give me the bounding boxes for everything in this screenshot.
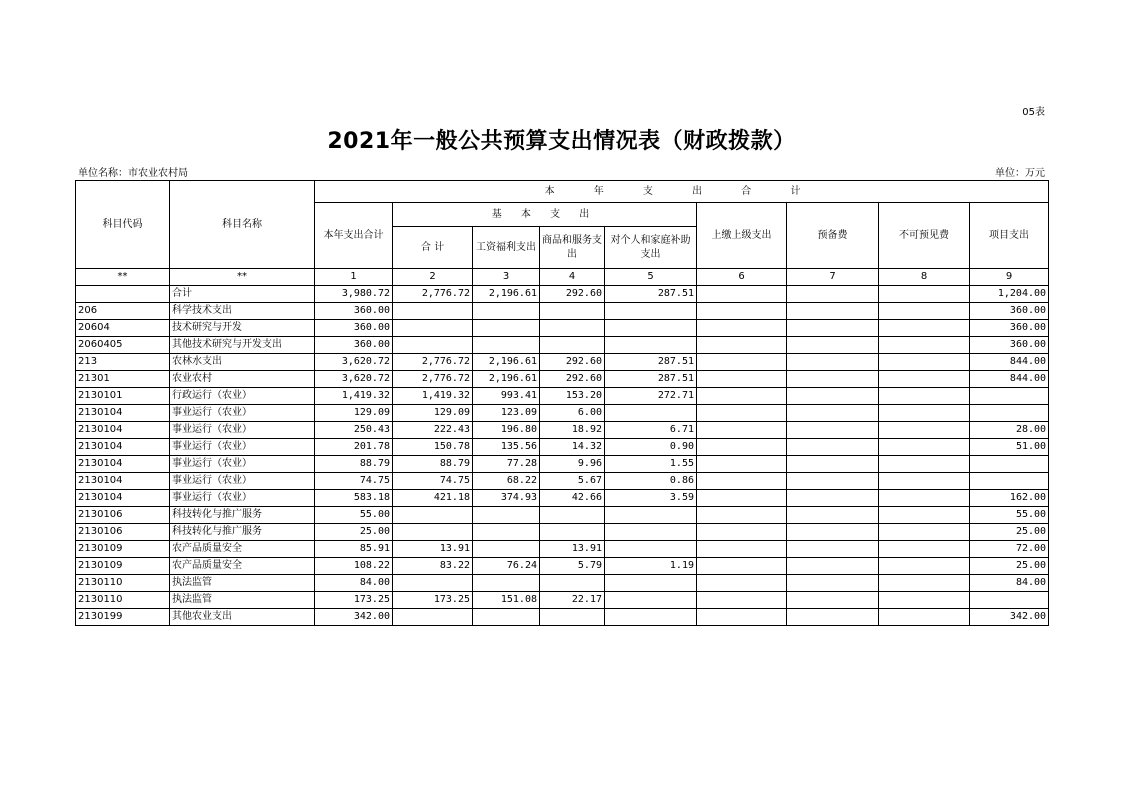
- budget-table: [75, 180, 1049, 626]
- currency-unit: 单位：万元: [995, 168, 1045, 179]
- header-goods: 商品和服务支出: [540, 227, 605, 269]
- goods-cell: [540, 303, 605, 320]
- unforeseen-cell: [879, 354, 970, 371]
- table-row: [76, 337, 1049, 354]
- upper-cell: [697, 303, 787, 320]
- subject-code-cell: 2130110: [76, 575, 170, 592]
- header-subject-name: 科目名称: [170, 181, 315, 269]
- salary-cell: [473, 320, 540, 337]
- subject-name-cell: 合计: [170, 286, 315, 303]
- goods-cell: 153.20: [540, 388, 605, 405]
- subject-name-cell: 农产品质量安全: [170, 558, 315, 575]
- salary-cell: 374.93: [473, 490, 540, 507]
- basic-sum-cell: 13.91: [393, 541, 473, 558]
- annual-total-cell: 360.00: [315, 337, 393, 354]
- annual-total-cell: 108.22: [315, 558, 393, 575]
- salary-cell: [473, 303, 540, 320]
- goods-cell: 5.67: [540, 473, 605, 490]
- header-number-cell: 7: [787, 269, 879, 286]
- goods-cell: 292.60: [540, 354, 605, 371]
- basic-sum-cell: 83.22: [393, 558, 473, 575]
- personal-cell: 6.71: [605, 422, 697, 439]
- subject-code-cell: 2130109: [76, 558, 170, 575]
- annual-total-cell: 360.00: [315, 303, 393, 320]
- project-cell: [970, 405, 1049, 422]
- table-row: [76, 388, 1049, 405]
- header-annual-total: 本年支出合计: [315, 203, 393, 269]
- salary-cell: 196.80: [473, 422, 540, 439]
- reserve-cell: [787, 320, 879, 337]
- goods-cell: 13.91: [540, 541, 605, 558]
- upper-cell: [697, 405, 787, 422]
- salary-cell: [473, 524, 540, 541]
- table-row: [76, 541, 1049, 558]
- salary-cell: 76.24: [473, 558, 540, 575]
- personal-cell: 287.51: [605, 371, 697, 388]
- salary-cell: 77.28: [473, 456, 540, 473]
- goods-cell: [540, 320, 605, 337]
- project-cell: [970, 473, 1049, 490]
- table-row: [76, 473, 1049, 490]
- goods-cell: 14.32: [540, 439, 605, 456]
- subject-code-cell: 2130101: [76, 388, 170, 405]
- personal-cell: [605, 575, 697, 592]
- unforeseen-cell: [879, 286, 970, 303]
- header-number-cell: 9: [970, 269, 1049, 286]
- upper-cell: [697, 320, 787, 337]
- basic-sum-cell: 129.09: [393, 405, 473, 422]
- header-number-cell: 5: [605, 269, 697, 286]
- basic-sum-cell: 421.18: [393, 490, 473, 507]
- table-row: [76, 354, 1049, 371]
- unforeseen-cell: [879, 524, 970, 541]
- unforeseen-cell: [879, 558, 970, 575]
- table-row: [76, 371, 1049, 388]
- subject-name-cell: 技术研究与开发: [170, 320, 315, 337]
- basic-sum-cell: 2,776.72: [393, 354, 473, 371]
- reserve-cell: [787, 439, 879, 456]
- annual-total-cell: 88.79: [315, 456, 393, 473]
- goods-cell: 6.00: [540, 405, 605, 422]
- salary-cell: [473, 507, 540, 524]
- table-row: [76, 456, 1049, 473]
- goods-cell: 42.66: [540, 490, 605, 507]
- salary-cell: 2,196.61: [473, 286, 540, 303]
- header-number-row: [76, 269, 1049, 286]
- subject-code-cell: 20604: [76, 320, 170, 337]
- salary-cell: [473, 575, 540, 592]
- salary-cell: 2,196.61: [473, 371, 540, 388]
- annual-total-cell: 201.78: [315, 439, 393, 456]
- upper-cell: [697, 575, 787, 592]
- unforeseen-cell: [879, 439, 970, 456]
- project-cell: 25.00: [970, 524, 1049, 541]
- subject-name-cell: 科技转化与推广服务: [170, 507, 315, 524]
- annual-total-cell: 3,620.72: [315, 354, 393, 371]
- reserve-cell: [787, 286, 879, 303]
- personal-cell: [605, 541, 697, 558]
- unforeseen-cell: [879, 405, 970, 422]
- personal-cell: 0.86: [605, 473, 697, 490]
- unforeseen-cell: [879, 609, 970, 626]
- salary-cell: 993.41: [473, 388, 540, 405]
- annual-total-cell: 3,980.72: [315, 286, 393, 303]
- reserve-cell: [787, 354, 879, 371]
- header-number-cell: 8: [879, 269, 970, 286]
- upper-cell: [697, 507, 787, 524]
- goods-cell: 5.79: [540, 558, 605, 575]
- reserve-cell: [787, 575, 879, 592]
- annual-total-cell: 55.00: [315, 507, 393, 524]
- annual-total-cell: 1,419.32: [315, 388, 393, 405]
- subject-code-cell: 2130104: [76, 473, 170, 490]
- upper-cell: [697, 490, 787, 507]
- annual-total-cell: 173.25: [315, 592, 393, 609]
- subject-name-cell: 其他技术研究与开发支出: [170, 337, 315, 354]
- personal-cell: 1.55: [605, 456, 697, 473]
- personal-cell: [605, 405, 697, 422]
- reserve-cell: [787, 405, 879, 422]
- goods-cell: [540, 575, 605, 592]
- subject-name-cell: 事业运行（农业）: [170, 490, 315, 507]
- subject-name-cell: 行政运行（农业）: [170, 388, 315, 405]
- project-cell: 51.00: [970, 439, 1049, 456]
- upper-cell: [697, 354, 787, 371]
- project-cell: 25.00: [970, 558, 1049, 575]
- header-number-cell: 6: [697, 269, 787, 286]
- subject-code-cell: 2130110: [76, 592, 170, 609]
- salary-cell: [473, 541, 540, 558]
- table-number: 05表: [1022, 107, 1045, 118]
- reserve-cell: [787, 337, 879, 354]
- goods-cell: 22.17: [540, 592, 605, 609]
- basic-sum-cell: [393, 337, 473, 354]
- salary-cell: 68.22: [473, 473, 540, 490]
- header-basic-group: 基 本 支 出: [393, 203, 697, 227]
- reserve-cell: [787, 456, 879, 473]
- subject-name-cell: 农业农村: [170, 371, 315, 388]
- upper-cell: [697, 558, 787, 575]
- personal-cell: 3.59: [605, 490, 697, 507]
- page-title: 2021年一般公共预算支出情况表（财政拨款）: [327, 129, 796, 154]
- subject-name-cell: 科学技术支出: [170, 303, 315, 320]
- subject-name-cell: 事业运行（农业）: [170, 473, 315, 490]
- goods-cell: 292.60: [540, 286, 605, 303]
- subject-name-cell: 事业运行（农业）: [170, 439, 315, 456]
- subject-name-cell: 其他农业支出: [170, 609, 315, 626]
- table-row: [76, 405, 1049, 422]
- project-cell: 28.00: [970, 422, 1049, 439]
- reserve-cell: [787, 473, 879, 490]
- salary-cell: [473, 337, 540, 354]
- header-salary: 工资福利支出: [473, 227, 540, 269]
- upper-cell: [697, 456, 787, 473]
- personal-cell: 0.90: [605, 439, 697, 456]
- basic-sum-cell: 2,776.72: [393, 286, 473, 303]
- upper-cell: [697, 286, 787, 303]
- subject-name-cell: 事业运行（农业）: [170, 422, 315, 439]
- project-cell: [970, 592, 1049, 609]
- header-personal: 对个人和家庭补助支出: [605, 227, 697, 269]
- personal-cell: [605, 524, 697, 541]
- upper-cell: [697, 524, 787, 541]
- annual-total-cell: 74.75: [315, 473, 393, 490]
- personal-cell: [605, 303, 697, 320]
- table-row: [76, 592, 1049, 609]
- personal-cell: 287.51: [605, 286, 697, 303]
- header-number-cell: 1: [315, 269, 393, 286]
- reserve-cell: [787, 422, 879, 439]
- subject-name-cell: 科技转化与推广服务: [170, 524, 315, 541]
- header-number-cell: **: [170, 269, 315, 286]
- annual-total-cell: 342.00: [315, 609, 393, 626]
- personal-cell: [605, 337, 697, 354]
- annual-total-cell: 250.43: [315, 422, 393, 439]
- reserve-cell: [787, 592, 879, 609]
- table-row: [76, 524, 1049, 541]
- salary-cell: 151.08: [473, 592, 540, 609]
- subject-code-cell: 2130106: [76, 524, 170, 541]
- subject-code-cell: 2130104: [76, 422, 170, 439]
- basic-sum-cell: [393, 507, 473, 524]
- goods-cell: 18.92: [540, 422, 605, 439]
- reserve-cell: [787, 609, 879, 626]
- unforeseen-cell: [879, 541, 970, 558]
- upper-cell: [697, 592, 787, 609]
- header-reserve: 预备费: [787, 203, 879, 269]
- salary-cell: 135.56: [473, 439, 540, 456]
- subject-name-cell: 事业运行（农业）: [170, 456, 315, 473]
- project-cell: 55.00: [970, 507, 1049, 524]
- table-row: [76, 507, 1049, 524]
- header-number-cell: **: [76, 269, 170, 286]
- subject-code-cell: 2130104: [76, 456, 170, 473]
- basic-sum-cell: 222.43: [393, 422, 473, 439]
- subject-name-cell: 事业运行（农业）: [170, 405, 315, 422]
- subject-code-cell: 2130104: [76, 439, 170, 456]
- basic-sum-cell: 74.75: [393, 473, 473, 490]
- upper-cell: [697, 337, 787, 354]
- table-row: [76, 575, 1049, 592]
- reserve-cell: [787, 303, 879, 320]
- subject-name-cell: 农产品质量安全: [170, 541, 315, 558]
- basic-sum-cell: 88.79: [393, 456, 473, 473]
- unforeseen-cell: [879, 507, 970, 524]
- basic-sum-cell: [393, 320, 473, 337]
- basic-sum-cell: 1,419.32: [393, 388, 473, 405]
- subject-code-cell: 21301: [76, 371, 170, 388]
- annual-total-cell: 85.91: [315, 541, 393, 558]
- project-cell: 360.00: [970, 337, 1049, 354]
- subject-name-cell: 农林水支出: [170, 354, 315, 371]
- project-cell: 360.00: [970, 303, 1049, 320]
- unforeseen-cell: [879, 456, 970, 473]
- annual-total-cell: 360.00: [315, 320, 393, 337]
- upper-cell: [697, 388, 787, 405]
- reserve-cell: [787, 524, 879, 541]
- project-cell: 360.00: [970, 320, 1049, 337]
- table-row: [76, 303, 1049, 320]
- unforeseen-cell: [879, 473, 970, 490]
- subject-code-cell: 206: [76, 303, 170, 320]
- project-cell: [970, 456, 1049, 473]
- unforeseen-cell: [879, 303, 970, 320]
- personal-cell: [605, 609, 697, 626]
- project-cell: 844.00: [970, 371, 1049, 388]
- header-number-cell: 4: [540, 269, 605, 286]
- upper-cell: [697, 473, 787, 490]
- project-cell: 162.00: [970, 490, 1049, 507]
- table-row: [76, 286, 1049, 303]
- table-row: [76, 609, 1049, 626]
- upper-cell: [697, 609, 787, 626]
- basic-sum-cell: 150.78: [393, 439, 473, 456]
- personal-cell: [605, 507, 697, 524]
- subject-code-cell: 2130106: [76, 507, 170, 524]
- reserve-cell: [787, 388, 879, 405]
- reserve-cell: [787, 507, 879, 524]
- annual-total-cell: 25.00: [315, 524, 393, 541]
- subject-code-cell: 2130104: [76, 490, 170, 507]
- unforeseen-cell: [879, 337, 970, 354]
- header-number-cell: 3: [473, 269, 540, 286]
- subject-code-cell: 2130109: [76, 541, 170, 558]
- table-row: [76, 439, 1049, 456]
- goods-cell: [540, 524, 605, 541]
- salary-cell: 2,196.61: [473, 354, 540, 371]
- subject-code-cell: 2130104: [76, 405, 170, 422]
- reserve-cell: [787, 490, 879, 507]
- subject-code-cell: 2130199: [76, 609, 170, 626]
- basic-sum-cell: [393, 303, 473, 320]
- table-row: [76, 490, 1049, 507]
- unforeseen-cell: [879, 575, 970, 592]
- goods-cell: [540, 507, 605, 524]
- basic-sum-cell: 2,776.72: [393, 371, 473, 388]
- basic-sum-cell: 173.25: [393, 592, 473, 609]
- header-subject-code: 科目代码: [76, 181, 170, 269]
- upper-cell: [697, 371, 787, 388]
- subject-code-cell: [76, 286, 170, 303]
- goods-cell: [540, 609, 605, 626]
- upper-cell: [697, 422, 787, 439]
- salary-cell: 123.09: [473, 405, 540, 422]
- personal-cell: [605, 592, 697, 609]
- table-row: [76, 320, 1049, 337]
- personal-cell: 1.19: [605, 558, 697, 575]
- subject-code-cell: 213: [76, 354, 170, 371]
- personal-cell: [605, 320, 697, 337]
- unit-name: 单位名称：市农业农村局: [78, 168, 188, 179]
- annual-total-cell: 583.18: [315, 490, 393, 507]
- unforeseen-cell: [879, 422, 970, 439]
- annual-total-cell: 84.00: [315, 575, 393, 592]
- table-row: [76, 422, 1049, 439]
- personal-cell: 272.71: [605, 388, 697, 405]
- upper-cell: [697, 541, 787, 558]
- unforeseen-cell: [879, 388, 970, 405]
- header-unforeseen: 不可预见费: [879, 203, 970, 269]
- unforeseen-cell: [879, 371, 970, 388]
- basic-sum-cell: [393, 609, 473, 626]
- reserve-cell: [787, 541, 879, 558]
- project-cell: 84.00: [970, 575, 1049, 592]
- reserve-cell: [787, 371, 879, 388]
- personal-cell: 287.51: [605, 354, 697, 371]
- unforeseen-cell: [879, 592, 970, 609]
- header-number-cell: 2: [393, 269, 473, 286]
- header-upper: 上缴上级支出: [697, 203, 787, 269]
- basic-sum-cell: [393, 524, 473, 541]
- subject-code-cell: 2060405: [76, 337, 170, 354]
- unforeseen-cell: [879, 320, 970, 337]
- annual-total-cell: 129.09: [315, 405, 393, 422]
- project-cell: 1,204.00: [970, 286, 1049, 303]
- goods-cell: 292.60: [540, 371, 605, 388]
- upper-cell: [697, 439, 787, 456]
- goods-cell: 9.96: [540, 456, 605, 473]
- subject-name-cell: 执法监管: [170, 592, 315, 609]
- salary-cell: [473, 609, 540, 626]
- subject-name-cell: 执法监管: [170, 575, 315, 592]
- reserve-cell: [787, 558, 879, 575]
- unforeseen-cell: [879, 490, 970, 507]
- project-cell: 844.00: [970, 354, 1049, 371]
- header-sum: 合 计: [393, 227, 473, 269]
- project-cell: 72.00: [970, 541, 1049, 558]
- goods-cell: [540, 337, 605, 354]
- header-project: 项目支出: [970, 203, 1049, 269]
- project-cell: [970, 388, 1049, 405]
- annual-total-cell: 3,620.72: [315, 371, 393, 388]
- basic-sum-cell: [393, 575, 473, 592]
- table-row: [76, 558, 1049, 575]
- project-cell: 342.00: [970, 609, 1049, 626]
- header-total-group: 本 年 支 出 合 计: [315, 181, 1049, 203]
